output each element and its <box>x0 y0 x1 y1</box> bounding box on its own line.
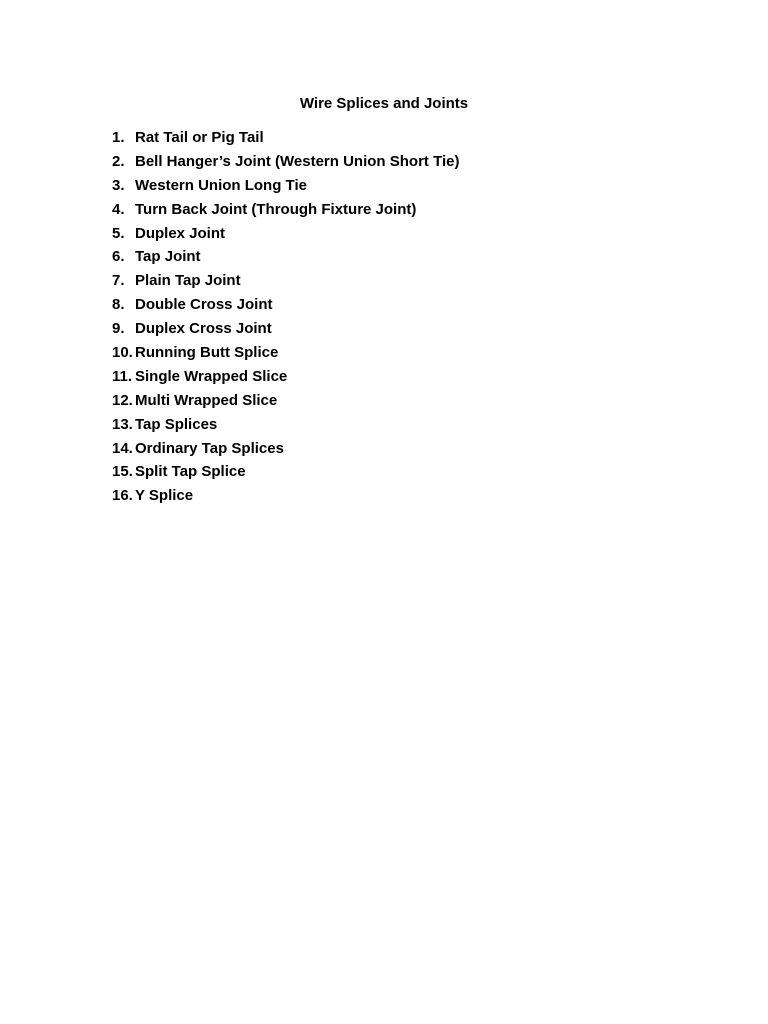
list-item <box>112 486 460 510</box>
list-item <box>112 295 460 319</box>
list-item <box>112 271 460 295</box>
list-item <box>112 128 460 152</box>
page-title: Wire Splices and Joints <box>299 95 469 112</box>
list-item <box>112 319 460 343</box>
item-text: Running Butt Splice <box>135 344 279 362</box>
item-text: Single Wrapped Slice <box>135 367 288 385</box>
item-number: 3. <box>112 176 125 194</box>
item-text: Plain Tap Joint <box>135 272 241 290</box>
item-text: Turn Back Joint (Through Fixture Joint) <box>135 200 417 218</box>
list-item <box>112 152 460 176</box>
list-item <box>112 439 460 463</box>
item-number: 16. <box>112 487 133 505</box>
list-item <box>112 200 460 224</box>
item-text: Bell Hanger’s Joint (Western Union Short Tie) <box>135 152 460 170</box>
item-text: Duplex Joint <box>135 224 226 242</box>
item-text: Tap Joint <box>135 248 201 266</box>
item-text: Tap Splices <box>135 415 218 433</box>
item-number: 10. <box>112 344 133 362</box>
item-number: 7. <box>112 272 125 290</box>
item-text: Western Union Long Tie <box>135 176 307 194</box>
list-item <box>112 367 460 391</box>
list-item <box>112 462 460 486</box>
item-number: 2. <box>112 152 125 170</box>
item-text: Duplex Cross Joint <box>135 320 272 338</box>
item-number: 14. <box>112 439 133 457</box>
item-number: 13. <box>112 415 133 433</box>
list-item <box>112 176 460 200</box>
list-item <box>112 391 460 415</box>
item-number: 1. <box>112 129 125 146</box>
item-text: Rat Tail or Pig Tail <box>135 129 264 146</box>
item-number: 4. <box>112 200 125 218</box>
item-text: Ordinary Tap Splices <box>135 439 284 457</box>
list-item <box>112 224 460 248</box>
item-number: 5. <box>112 224 125 242</box>
item-number: 11. <box>112 367 133 385</box>
item-number: 6. <box>112 248 125 266</box>
item-number: 15. <box>112 463 133 481</box>
list-item <box>112 247 460 271</box>
item-number: 12. <box>112 391 133 409</box>
list-item <box>112 415 460 439</box>
item-text: Split Tap Splice <box>135 463 246 481</box>
list-item <box>112 343 460 367</box>
item-text: Double Cross Joint <box>135 296 273 314</box>
splice-list <box>112 128 460 510</box>
item-number: 8. <box>112 296 125 314</box>
item-text: Y Splice <box>135 487 194 505</box>
item-number: 9. <box>112 320 125 338</box>
item-text: Multi Wrapped Slice <box>135 391 278 409</box>
